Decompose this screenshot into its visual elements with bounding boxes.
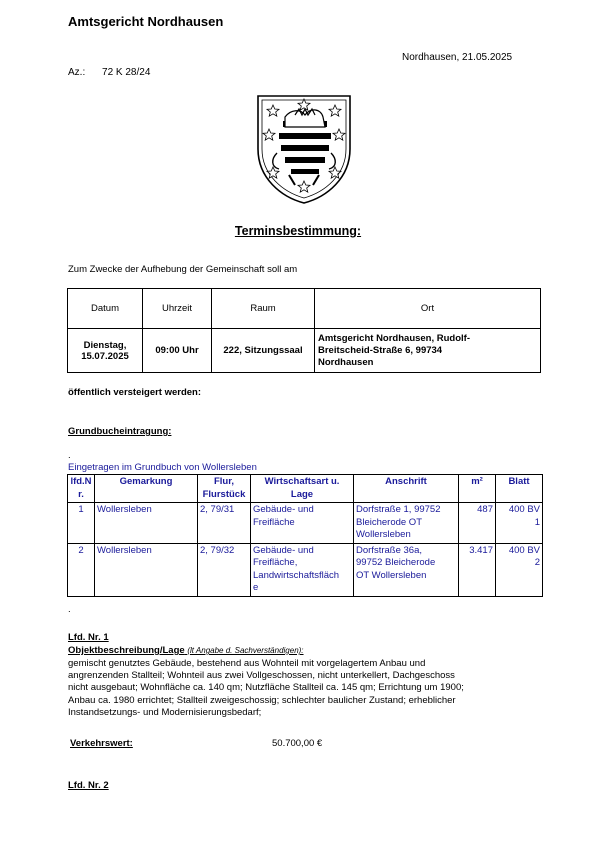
cell-lfd: 1 [68, 503, 95, 544]
separator-dot: . [68, 450, 71, 461]
col-lfd [68, 475, 95, 503]
col-uhrzeit: Uhrzeit [143, 289, 212, 329]
cell-line: Gebäude- und [253, 544, 314, 556]
cell-anschrift [354, 543, 459, 596]
separator-dot: . [68, 604, 71, 615]
obj-heading-sub: (lt Angabe d. Sachverständigen): [187, 646, 304, 655]
description-line: nicht ausgebaut; Wohnfläche ca. 140 qm; Nutzfläche Stallteil ca. 145 qm; Errichtung um 1900; [68, 682, 464, 694]
cell-line: Freifläche, [253, 557, 298, 568]
cell-line: e [253, 582, 259, 593]
cell-line: Wollersleben [356, 529, 411, 540]
header-text: lfd.N [70, 476, 92, 487]
col-ort: Ort [315, 289, 541, 329]
cell-blatt [496, 503, 543, 544]
verkehrswert-value: 50.700,00 € [272, 738, 323, 749]
cell-line: OT Wollersleben [356, 569, 427, 581]
col-flur [198, 475, 251, 503]
intro-text: Zum Zwecke der Aufhebung der Gemeinschaft soll am [68, 264, 298, 275]
header-text: Lage [290, 488, 314, 500]
datum-day: Dienstag, [83, 339, 127, 351]
termin-raum: 222, Sitzungssaal [212, 329, 315, 373]
cell-line: Landwirtschaftsfläch [253, 569, 340, 581]
az-label: Az.: [68, 67, 86, 78]
col-gemarkung: Gemarkung [95, 475, 198, 503]
cell-line: Freifläche [253, 516, 295, 528]
cell-wirtschaftsart [251, 503, 354, 544]
termin-ort [315, 329, 541, 373]
description-line: Anbau ca. 1980 errichtet; Stallteil zweigeschossig; schlechter baulicher Zustand; erheblicher [68, 694, 456, 706]
col-wirtschaftsart [251, 475, 354, 503]
table-row [68, 543, 543, 596]
cell-line: Gebäude- und [253, 504, 314, 515]
verkehrswert-label: Verkehrswert: [70, 738, 133, 749]
termin-header-row [68, 289, 541, 329]
description-line: gemischt genutztes Gebäude, bestehend aus Wohnteil mit vorgelagertem Anbau und [68, 658, 426, 669]
case-number [68, 67, 150, 78]
obj-heading-text: Objektbeschreibung/Lage [68, 645, 185, 656]
cell-lfd: 2 [68, 543, 95, 596]
objektbeschreibung-heading [68, 645, 304, 656]
description-line: angrenzenden Stallteil; Wohnteil aus zwei Vollgeschossen, nicht unterkellert, Dachgeschoss [68, 670, 455, 682]
termin-uhrzeit: 09:00 Uhr [143, 329, 212, 373]
ort-line: Nordhausen [318, 356, 374, 368]
cell-line: 2 [534, 557, 540, 568]
cell-flur: 2, 79/31 [198, 503, 251, 544]
cell-line: 1 [534, 516, 540, 528]
header-text: Flurstück [202, 488, 246, 500]
lfd-nr-2-heading: Lfd. Nr. 2 [68, 780, 109, 791]
cell-flur: 2, 79/32 [198, 543, 251, 596]
cell-anschrift [354, 503, 459, 544]
cell-line: Bleicherode OT [356, 516, 423, 528]
ort-line: Amtsgericht Nordhausen, Rudolf- [318, 332, 471, 344]
eingetragen-text: Eingetragen im Grundbuch von Wollersleben [68, 462, 257, 473]
az-value: 72 K 28/24 [102, 67, 151, 78]
grundbuch-header-row [68, 475, 543, 503]
cell-m2: 3.417 [459, 543, 496, 596]
cell-line: Dorfstraße 36a, [356, 544, 422, 556]
termin-table [67, 288, 541, 373]
thuringia-coat-of-arms-icon [255, 93, 353, 205]
col-datum: Datum [68, 289, 143, 329]
grundbuch-table [67, 474, 543, 597]
ort-line: Breitscheid-Straße 6, 99734 [318, 344, 443, 356]
cell-m2: 487 [459, 503, 496, 544]
page-title: Terminsbestimmung: [234, 224, 362, 238]
place-date: Nordhausen, 21.05.2025 [402, 52, 513, 63]
cell-blatt [496, 543, 543, 596]
description-line: Instandsetzungs- und Modernisierungsbedarf; [68, 706, 262, 718]
cell-line: 400 BV [508, 544, 540, 556]
cell-line: 99752 Bleicherode [356, 557, 436, 568]
lfd-nr-1-heading: Lfd. Nr. 1 [68, 632, 109, 643]
cell-wirtschaftsart [251, 543, 354, 596]
col-m2: m² [459, 475, 496, 503]
col-anschrift: Anschrift [354, 475, 459, 503]
grundbuch-heading: Grundbucheintragung: [68, 426, 172, 437]
col-raum: Raum [212, 289, 315, 329]
cell-line: Dorfstraße 1, 99752 [356, 504, 441, 515]
termin-datum [68, 329, 143, 373]
court-name: Amtsgericht Nordhausen [68, 14, 224, 29]
col-blatt: Blatt [496, 475, 543, 503]
header-text: Wirtschaftsart u. [264, 476, 340, 487]
versteigert-text: öffentlich versteigert werden: [68, 387, 202, 398]
cell-gemarkung: Wollersleben [95, 543, 198, 596]
datum-date: 15.07.2025 [81, 350, 129, 362]
cell-line: 400 BV [508, 504, 540, 515]
table-row [68, 503, 543, 544]
header-text: Flur, [213, 476, 235, 487]
object-description [68, 658, 538, 719]
cell-gemarkung: Wollersleben [95, 503, 198, 544]
termin-row [68, 329, 541, 373]
header-text: r. [78, 488, 84, 500]
